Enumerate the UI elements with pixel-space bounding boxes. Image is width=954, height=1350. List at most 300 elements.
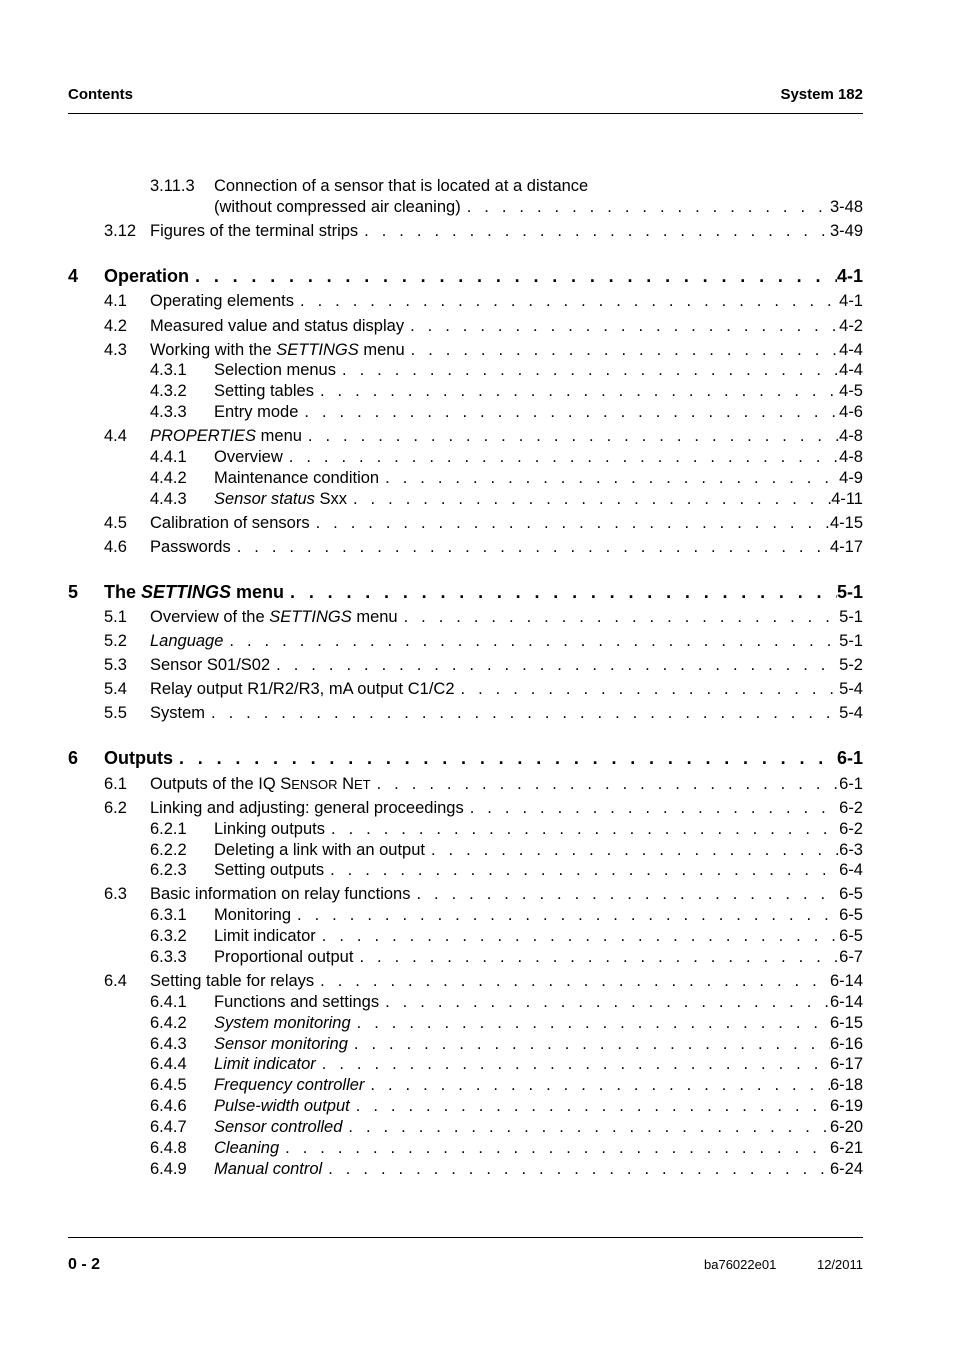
- dot-leader: [410, 885, 839, 904]
- toc-entry-number: 6: [68, 748, 79, 768]
- toc-title-part: Deleting a link with an output: [214, 841, 425, 859]
- toc-entry-title: [214, 993, 379, 1012]
- dot-leader: [189, 266, 837, 287]
- dot-leader: [358, 222, 830, 241]
- toc-title-part: menu: [351, 608, 398, 626]
- toc-entry-number: 6.4.2: [150, 1014, 187, 1032]
- dot-leader: [347, 490, 831, 509]
- toc-title-part: Frequency controller: [214, 1076, 365, 1094]
- dot-leader: [455, 680, 840, 699]
- toc-entry-line: [214, 993, 863, 1012]
- toc-entry-title: [150, 656, 270, 675]
- toc-entry-title: [214, 1035, 348, 1054]
- toc-entry-number: 3.11.3: [150, 177, 195, 195]
- toc-entry-title: [214, 1160, 322, 1179]
- toc-entry-line: [150, 514, 863, 533]
- toc-entry[interactable]: [0, 885, 954, 907]
- toc-entry-title: [214, 1097, 350, 1116]
- toc-entry-number: 6.3: [104, 885, 127, 903]
- toc-entry[interactable]: [0, 927, 954, 949]
- dot-leader: [379, 469, 839, 488]
- toc-page-number: 5-1: [839, 632, 863, 650]
- toc-title-part: System: [150, 704, 206, 722]
- toc-entry-number: 6.4.5: [150, 1076, 187, 1094]
- toc-entry-number: 6.3.1: [150, 906, 187, 924]
- toc-title-part: Proportional output: [214, 948, 354, 966]
- toc-entry-title: [150, 317, 404, 336]
- dot-leader: [298, 403, 839, 422]
- toc-page-number: 4-4: [839, 341, 863, 359]
- toc-entry[interactable]: [0, 538, 954, 560]
- toc-entry-line: [214, 948, 863, 967]
- toc-entry[interactable]: [0, 198, 954, 220]
- dot-leader: [279, 1139, 830, 1158]
- toc-entry-line: [214, 177, 588, 196]
- toc-entry[interactable]: [0, 775, 954, 797]
- dot-leader: [425, 841, 839, 860]
- toc-entry-number: 6.2.2: [150, 841, 187, 859]
- page-number: 0 - 2: [68, 1256, 101, 1273]
- dot-leader: [351, 1014, 830, 1033]
- dot-leader: [270, 656, 839, 675]
- toc-page-number: 6-21: [829, 1139, 863, 1157]
- dot-leader: [405, 341, 840, 360]
- toc-entry-line: [150, 799, 863, 818]
- toc-title-part: Sensor controlled: [214, 1118, 343, 1136]
- toc-entry[interactable]: [0, 1118, 954, 1140]
- toc-entry-title: [214, 490, 347, 509]
- running-header-left: Contents: [68, 86, 133, 103]
- toc-title-part: Measured value and status display: [150, 317, 405, 335]
- toc-title-part: SETTINGS: [276, 341, 359, 359]
- toc-entry-line: [214, 1139, 863, 1158]
- toc-entry-number: 6.4.7: [150, 1118, 187, 1136]
- toc-entry[interactable]: [0, 292, 954, 314]
- toc-entry-title: [214, 906, 291, 925]
- toc-title-part: Pulse-width output: [214, 1097, 350, 1115]
- toc-title-part: Overview of the: [150, 608, 270, 626]
- toc-entry-title: [214, 861, 324, 880]
- toc-entry-title: [214, 948, 353, 967]
- toc-page-number: 6-5: [839, 906, 863, 924]
- toc-title-part: Maintenance condition: [214, 469, 380, 487]
- toc-title-part: Linking and adjusting: general proceedings: [150, 799, 464, 817]
- toc-entry-number: 4.5: [104, 514, 127, 532]
- toc-title-part: Limit indicator: [214, 927, 316, 945]
- toc-entry-line: [214, 403, 863, 422]
- toc-title-part: Sensor S01/S02: [150, 656, 271, 674]
- toc-page-number: 4-5: [839, 382, 863, 400]
- toc-entry-line: [150, 341, 863, 360]
- toc-page-number: 6-1: [839, 775, 863, 793]
- toc-entry-number: 6.4: [104, 972, 127, 990]
- toc-entry-line: [214, 448, 863, 467]
- toc-entry-line: [214, 361, 863, 380]
- toc-entry[interactable]: [0, 514, 954, 536]
- toc-title-part: menu: [256, 427, 302, 445]
- dot-leader: [310, 514, 830, 533]
- toc-entry-number: 4.4.2: [150, 469, 187, 487]
- toc-entry-title: [214, 1118, 342, 1137]
- toc-entry[interactable]: [0, 993, 954, 1015]
- toc-title-part: The: [104, 582, 142, 602]
- toc-title-part: Sensor monitoring: [214, 1035, 348, 1053]
- toc-chapter-entry[interactable]: [0, 748, 954, 770]
- toc-title-part: SETTINGS: [141, 582, 232, 602]
- footer-rule: [68, 1237, 863, 1238]
- toc-entry-title: [214, 382, 314, 401]
- toc-title-part: Outputs: [104, 748, 173, 768]
- toc-page-number: 6-24: [829, 1160, 863, 1178]
- toc-title-part: Cleaning: [214, 1139, 280, 1157]
- toc-entry-title: [150, 538, 231, 557]
- toc-page-number: 4-6: [839, 403, 863, 421]
- toc-entry[interactable]: [0, 1014, 954, 1036]
- toc-entry[interactable]: [0, 906, 954, 928]
- toc-entry-title: [150, 222, 358, 241]
- toc-page-number: 6-5: [839, 885, 863, 903]
- toc-page-number: 6-14: [829, 972, 863, 990]
- toc-title-part: menu: [231, 582, 285, 602]
- toc-title-part: Calibration of sensors: [150, 514, 310, 532]
- toc-entry-number: 5.4: [104, 680, 127, 698]
- toc-entry-number: 6.4.8: [150, 1139, 187, 1157]
- toc-entry-title: [214, 1076, 364, 1095]
- toc-entry[interactable]: [0, 1160, 954, 1182]
- toc-entry-number: 6.3.3: [150, 948, 187, 966]
- toc-entry-title: [214, 469, 379, 488]
- toc-entry-number: 6.4.6: [150, 1097, 187, 1115]
- dot-leader: [371, 775, 840, 794]
- toc-page-number: 4-2: [839, 317, 863, 335]
- toc-entry-line: [150, 608, 863, 627]
- dot-leader: [283, 448, 839, 467]
- toc-entry-line: [150, 972, 863, 991]
- toc-page-number: 4-8: [839, 448, 863, 466]
- dot-leader: [291, 906, 839, 925]
- toc-entry-line: [214, 1118, 863, 1137]
- toc-entry-title: [150, 427, 302, 446]
- toc-entry-line: [150, 317, 863, 336]
- toc-entry-line: [214, 820, 863, 839]
- toc-title-part: Overview: [214, 448, 283, 466]
- dot-leader: [464, 799, 839, 818]
- toc-entry[interactable]: [0, 490, 954, 512]
- dot-leader: [302, 427, 839, 446]
- toc-entry-number: 6.4.3: [150, 1035, 187, 1053]
- toc-entry-line: [150, 632, 863, 651]
- toc-entry-line: [214, 861, 863, 880]
- toc-title-part: Passwords: [150, 538, 231, 556]
- toc-entry-number: 4.3.1: [150, 361, 187, 379]
- toc-entry-line: [150, 222, 863, 241]
- toc-title-part: SETTINGS: [269, 608, 352, 626]
- toc-entry-line: [150, 885, 863, 904]
- toc-entry-line: [214, 1076, 863, 1095]
- toc-entry-line: [104, 748, 863, 769]
- toc-entry-title: [214, 177, 588, 196]
- toc-title-part: Figures of the terminal strips: [150, 222, 359, 240]
- toc-title-part: Sxx: [314, 490, 347, 508]
- toc-entry-title: [214, 927, 316, 946]
- dot-leader: [348, 1035, 830, 1054]
- toc-page-number: 3-48: [829, 198, 863, 216]
- toc-entry-number: 4.2: [104, 317, 127, 335]
- toc-chapter-entry[interactable]: [0, 266, 954, 288]
- toc-entry-line: [150, 538, 863, 557]
- toc-entry[interactable]: [0, 317, 954, 339]
- toc-entry-number: 4.4.1: [150, 448, 187, 466]
- toc-entry[interactable]: [0, 427, 954, 449]
- toc-entry[interactable]: [0, 222, 954, 244]
- toc-entry-number: 5.1: [104, 608, 127, 626]
- toc-page-number: 4-11: [831, 490, 863, 508]
- toc-page-number: 6-19: [829, 1097, 863, 1115]
- toc-entry-title: [150, 680, 455, 699]
- dot-leader: [353, 948, 839, 967]
- dot-leader: [316, 927, 839, 946]
- dot-leader: [342, 1118, 830, 1137]
- toc-title-part: Limit indicator: [214, 1055, 316, 1073]
- toc-entry-title: [150, 972, 314, 991]
- toc-entry-number: 4.6: [104, 538, 127, 556]
- dot-leader: [294, 292, 839, 311]
- toc-entry-number: 5: [68, 582, 79, 602]
- toc-page-number: 5-4: [839, 680, 863, 698]
- toc-title-part: PROPERTIES: [150, 427, 257, 445]
- toc-title-part: Setting outputs: [214, 861, 325, 879]
- toc-page-number: 6-7: [839, 948, 863, 966]
- toc-entry-line: [214, 1097, 863, 1116]
- toc-entry-line: [214, 927, 863, 946]
- document-id: ba76022e01: [704, 1257, 777, 1272]
- dot-leader: [350, 1097, 830, 1116]
- dot-leader: [336, 361, 839, 380]
- toc-entry-number: 6.2.1: [150, 820, 187, 838]
- toc-title-part: menu: [358, 341, 405, 359]
- toc-entry-number: 4.4.3: [150, 490, 187, 508]
- toc-entry[interactable]: [0, 841, 954, 863]
- toc-title-part: Sensor status: [214, 490, 315, 508]
- toc-entry[interactable]: [0, 948, 954, 970]
- toc-entry[interactable]: [0, 448, 954, 470]
- toc-entry[interactable]: [0, 632, 954, 654]
- toc-entry-title: [150, 341, 405, 360]
- toc-page-number: 6-2: [839, 799, 863, 817]
- toc-entry[interactable]: [0, 361, 954, 383]
- toc-entry-number: 4.1: [104, 292, 127, 310]
- toc-page-number: 6-15: [829, 1014, 863, 1032]
- toc-entry-title: [150, 514, 310, 533]
- toc-entry[interactable]: [0, 1139, 954, 1161]
- toc-title-part: ET: [353, 777, 371, 792]
- toc-entry[interactable]: [0, 656, 954, 678]
- dot-leader: [404, 317, 839, 336]
- toc-entry-line: [214, 1014, 863, 1033]
- toc-title-part: N: [337, 775, 354, 793]
- toc-page-number: 5-1: [836, 582, 863, 602]
- toc-page-number: 4-1: [836, 266, 863, 286]
- dot-leader: [364, 1076, 830, 1095]
- toc-title-part: Outputs of the IQ S: [150, 775, 292, 793]
- toc-entry-title: [214, 448, 283, 467]
- toc-entry[interactable]: [0, 861, 954, 883]
- toc-entry-line: [214, 1160, 863, 1179]
- toc-title-part: Functions and settings: [214, 993, 380, 1011]
- toc-title-part: ENSOR: [291, 777, 338, 792]
- toc-entry-line: [150, 656, 863, 675]
- toc-entry[interactable]: [0, 177, 954, 199]
- toc-entry-number: 6.4.1: [150, 993, 187, 1011]
- toc-page-number: 6-18: [829, 1076, 863, 1094]
- toc-entry-line: [214, 906, 863, 925]
- toc-title-part: Setting tables: [214, 382, 314, 400]
- dot-leader: [173, 748, 837, 769]
- toc-entry-number: 6.2.3: [150, 861, 187, 879]
- toc-entry[interactable]: [0, 382, 954, 404]
- toc-page-number: 6-4: [839, 861, 863, 879]
- toc-page-number: 6-2: [839, 820, 863, 838]
- toc-entry-title: [150, 704, 205, 723]
- toc-entry[interactable]: [0, 469, 954, 491]
- toc-entry-title: [104, 266, 189, 287]
- toc-entry[interactable]: [0, 799, 954, 821]
- toc-entry[interactable]: [0, 608, 954, 630]
- toc-entry-line: [104, 582, 863, 603]
- dot-leader: [461, 198, 830, 217]
- toc-title-part: Language: [150, 632, 224, 650]
- toc-page-number: 5-2: [839, 656, 863, 674]
- toc-entry-title: [150, 632, 223, 651]
- dot-leader: [314, 382, 839, 401]
- toc-page-number: 4-8: [839, 427, 863, 445]
- dot-leader: [205, 704, 839, 723]
- toc-entry-title: [214, 1139, 279, 1158]
- toc-entry-title: [150, 292, 294, 311]
- toc-page-number: 6-14: [829, 993, 863, 1011]
- toc-title-part: Basic information on relay functions: [150, 885, 411, 903]
- toc-title-part: System monitoring: [214, 1014, 351, 1032]
- toc-entry-number: 4: [68, 266, 79, 286]
- toc-entry-title: [214, 841, 425, 860]
- toc-entry[interactable]: [0, 403, 954, 425]
- toc-page-number: 5-4: [839, 704, 863, 722]
- toc-title-part: Entry mode: [214, 403, 299, 421]
- running-header-right: System 182: [780, 86, 863, 103]
- toc-entry-number: 6.1: [104, 775, 127, 793]
- toc-entry-title: [214, 1014, 351, 1033]
- toc-entry-number: 4.3.2: [150, 382, 187, 400]
- toc-title-part: Operating elements: [150, 292, 294, 310]
- toc-entry[interactable]: [0, 341, 954, 363]
- dot-leader: [322, 1160, 830, 1179]
- dot-leader: [325, 820, 839, 839]
- toc-page-number: 3-49: [829, 222, 863, 240]
- toc-entry[interactable]: [0, 1097, 954, 1119]
- toc-entry-number: 5.5: [104, 704, 127, 722]
- toc-title-part: Monitoring: [214, 906, 292, 924]
- toc-entry[interactable]: [0, 1035, 954, 1057]
- toc-entry-number: 3.12: [104, 222, 137, 240]
- toc-title-part: Selection menus: [214, 361, 336, 379]
- toc-title-part: Operation: [104, 266, 190, 286]
- toc-title-part: Linking outputs: [214, 820, 325, 838]
- toc-entry[interactable]: [0, 1055, 954, 1077]
- toc-entry-line: [104, 266, 863, 287]
- toc-entry-line: [214, 841, 863, 860]
- toc-page-number: 4-1: [839, 292, 863, 310]
- toc-entry-number: 6.2: [104, 799, 127, 817]
- toc-entry[interactable]: [0, 704, 954, 726]
- toc-page-number: 6-20: [829, 1118, 863, 1136]
- toc-entry-line: [150, 775, 863, 794]
- toc-entry-line: [214, 469, 863, 488]
- toc-entry-number: 6.4.4: [150, 1055, 187, 1073]
- header-rule: [68, 113, 863, 114]
- toc-entry-title: [214, 361, 336, 380]
- toc-entry-number: 5.2: [104, 632, 127, 650]
- toc-title-part: Working with the: [150, 341, 277, 359]
- toc-entry-number: 6.3.2: [150, 927, 187, 945]
- toc-entry-line: [214, 1055, 863, 1074]
- toc-page-number: 6-3: [839, 841, 863, 859]
- toc-entry-line: [150, 680, 863, 699]
- toc-page-number: 6-5: [839, 927, 863, 945]
- toc-entry-title: [104, 582, 284, 603]
- toc-entry-number: 5.3: [104, 656, 127, 674]
- toc-page-number: 4-9: [839, 469, 863, 487]
- toc-title-part: (without compressed air cleaning): [214, 198, 461, 216]
- dot-leader: [324, 861, 839, 880]
- toc-entry-number: 4.3.3: [150, 403, 187, 421]
- dot-leader: [398, 608, 840, 627]
- toc-page-number: 6-16: [829, 1035, 863, 1053]
- toc-entry-title: [150, 799, 464, 818]
- dot-leader: [314, 972, 830, 991]
- dot-leader: [223, 632, 839, 651]
- toc-entry[interactable]: [0, 1076, 954, 1098]
- toc-entry-line: [214, 198, 863, 217]
- toc-entry-title: [214, 1055, 316, 1074]
- toc-entry-line: [150, 292, 863, 311]
- toc-entry-number: 4.4: [104, 427, 127, 445]
- toc-entry[interactable]: [0, 680, 954, 702]
- toc-title-part: Connection of a sensor that is located at a distance: [214, 177, 589, 195]
- toc-title-part: Setting table for relays: [150, 972, 315, 990]
- toc-chapter-entry[interactable]: [0, 582, 954, 604]
- toc-entry-title: [150, 885, 410, 904]
- toc-entry-title: [150, 608, 398, 627]
- toc-entry-line: [214, 382, 863, 401]
- toc-page-number: 6-17: [829, 1055, 863, 1073]
- toc-page-number: 4-4: [839, 361, 863, 379]
- dot-leader: [231, 538, 830, 557]
- toc-entry-number: 6.4.9: [150, 1160, 187, 1178]
- toc-entry-line: [214, 1035, 863, 1054]
- toc-entry[interactable]: [0, 972, 954, 994]
- toc-entry-line: [150, 704, 863, 723]
- toc-entry-number: 4.3: [104, 341, 127, 359]
- toc-page-number: 4-15: [829, 514, 863, 532]
- toc-entry-title: [214, 403, 298, 422]
- toc-title-part: Manual control: [214, 1160, 323, 1178]
- dot-leader: [284, 582, 837, 603]
- toc-entry-title: [214, 820, 325, 839]
- toc-entry[interactable]: [0, 820, 954, 842]
- toc-title-part: Relay output R1/R2/R3, mA output C1/C2: [150, 680, 455, 698]
- toc-entry-line: [150, 427, 863, 446]
- toc-entry-line: [214, 490, 863, 509]
